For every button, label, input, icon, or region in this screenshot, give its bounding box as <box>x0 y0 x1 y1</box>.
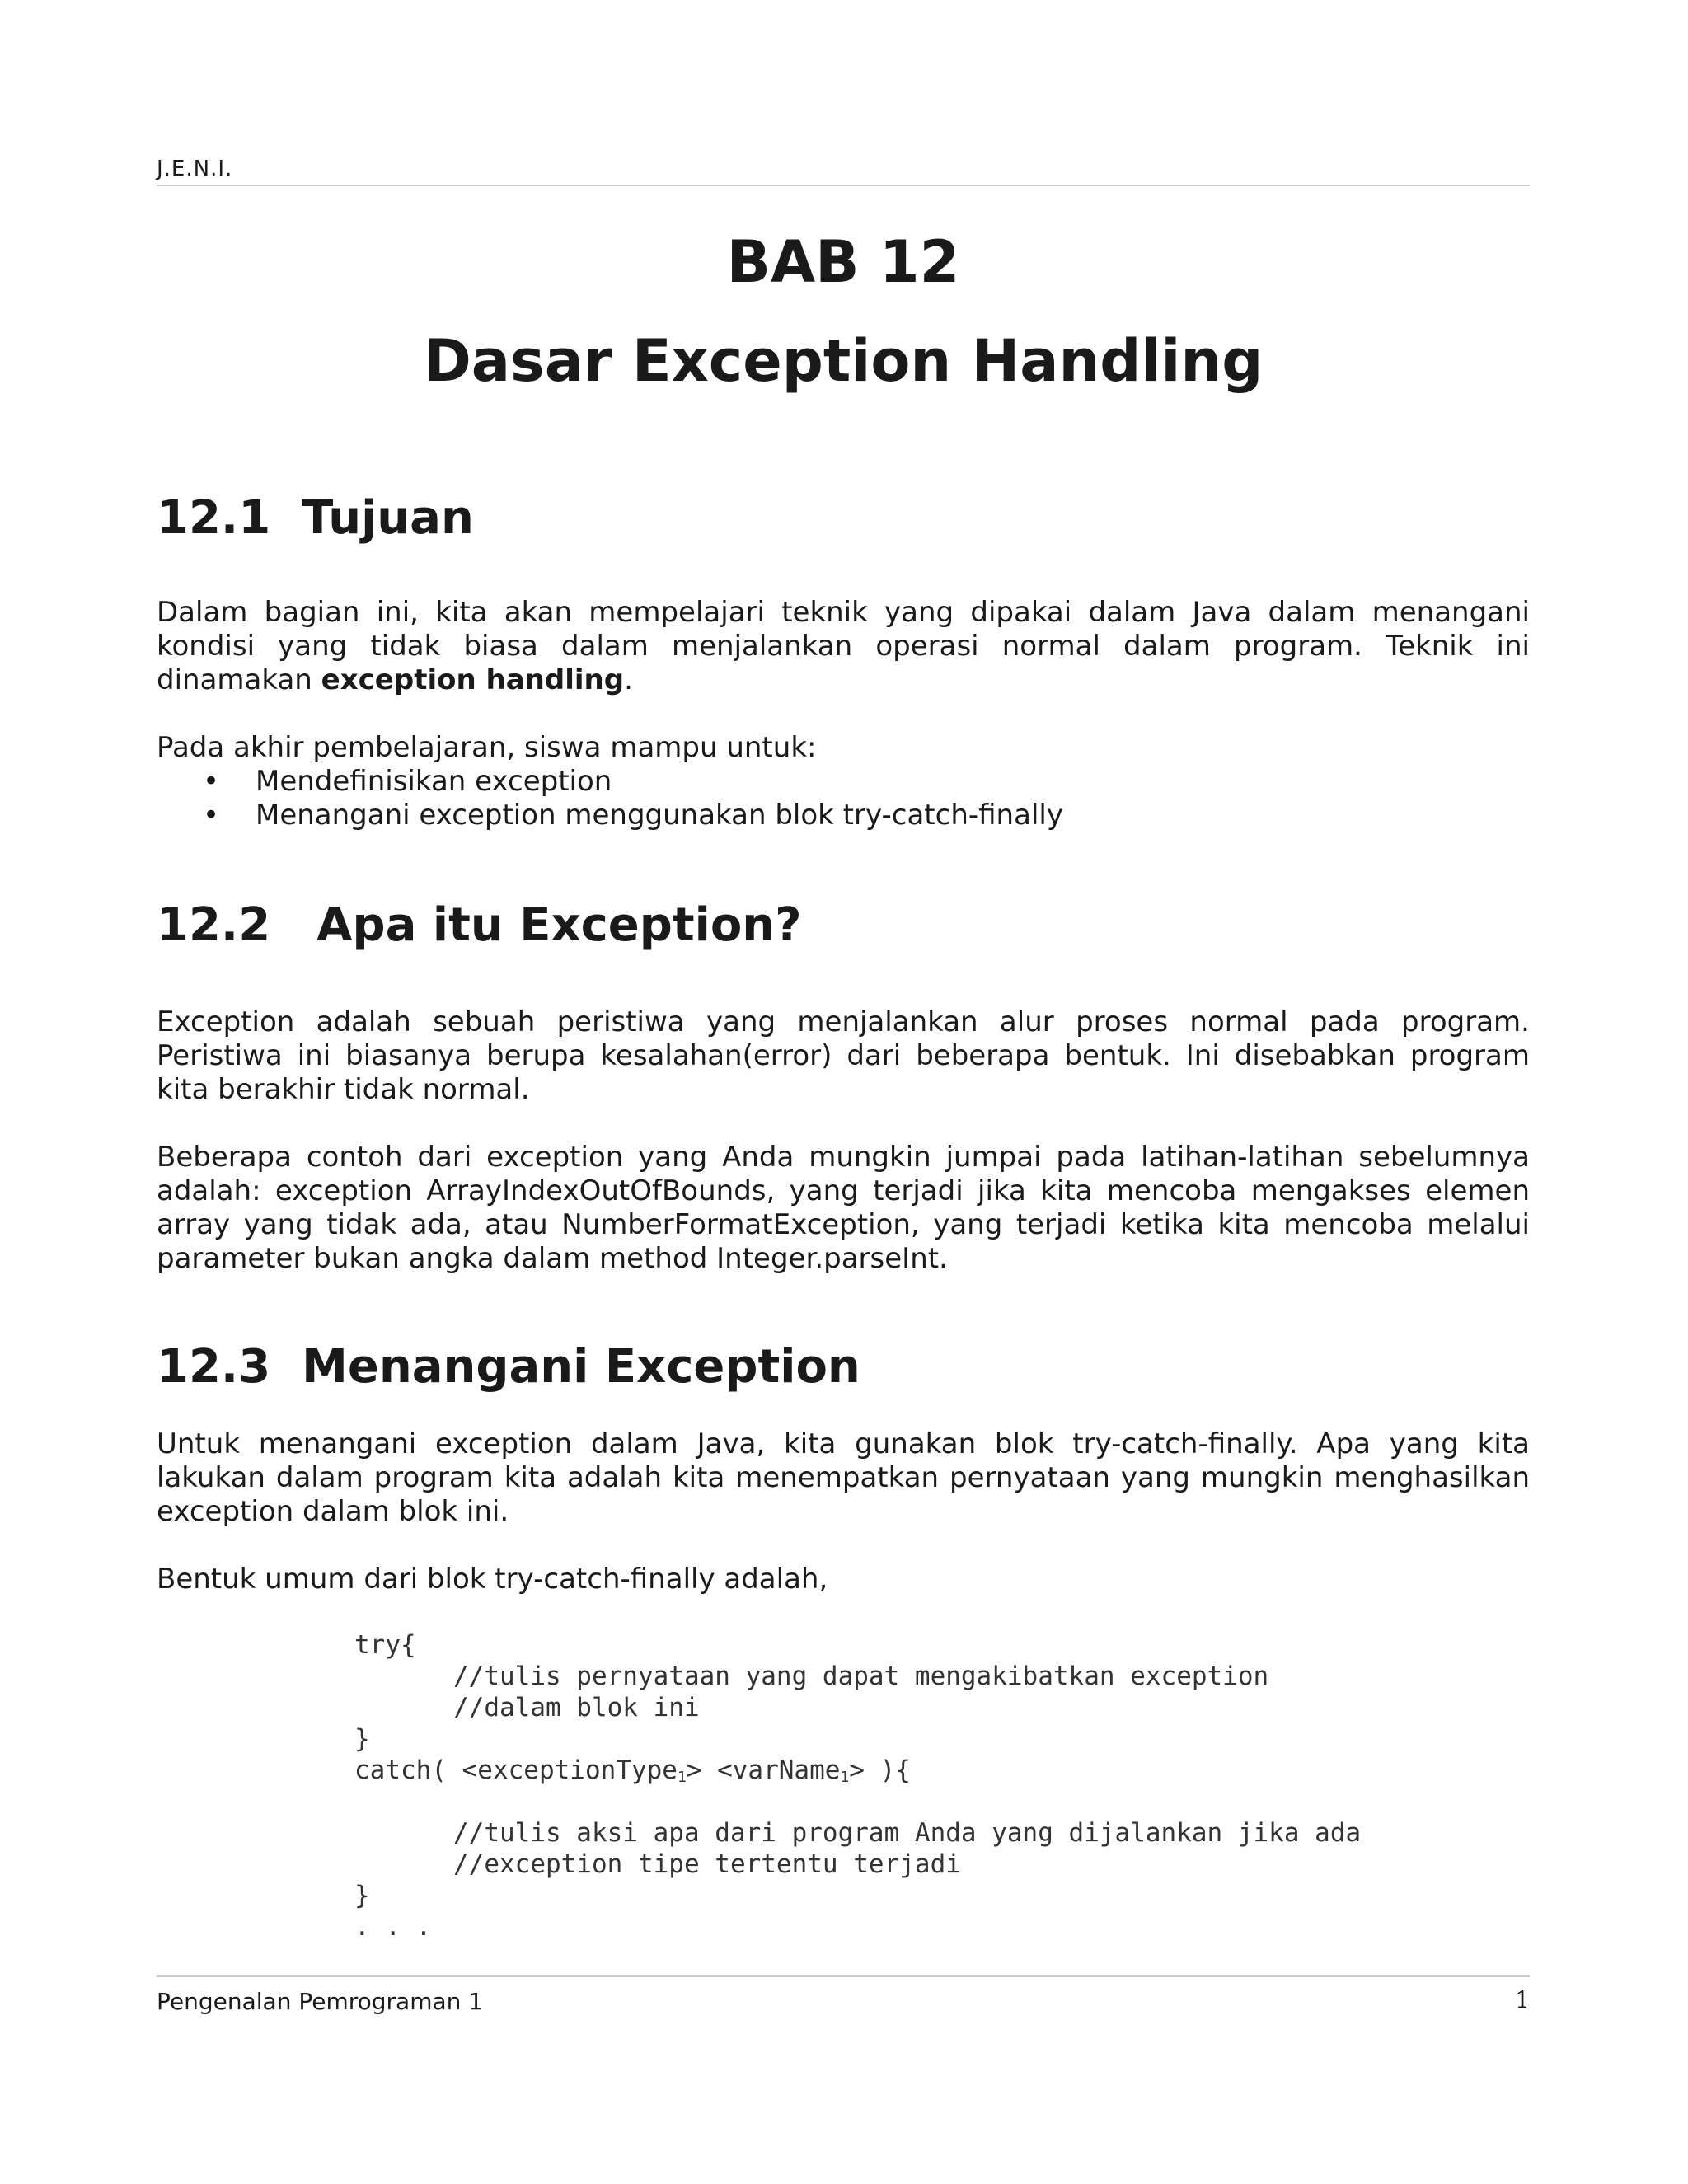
code-line: . . . <box>354 1912 432 1942</box>
code-line: try{ <box>354 1630 416 1660</box>
code-line: } <box>354 1881 370 1910</box>
code-line <box>354 1661 1361 1692</box>
code-line <box>354 1817 1361 1849</box>
section-heading-12-3 <box>157 1340 860 1394</box>
header-divider <box>157 185 1530 186</box>
code-line <box>354 1692 1361 1723</box>
bullet-icon: • <box>203 799 220 832</box>
paragraph-exception-examples: Beberapa contoh dari exception yang Anda mungkin jumpai pada latihan-latihan sebelumnya adalah: exception ArrayIndexOutOfBounds, yang terjadi jika kita mencoba mengakses elemen array yang tidak ada, atau NumberFormatException, yang terjadi ketika kita mencoba melalui parameter bukan angka dalam method Integer.parseInt. <box>157 1141 1530 1275</box>
paragraph-exception-definition: Exception adalah sebuah peristiwa yang menjalankan alur proses normal pada program. Peristiwa ini biasanya berupa kesalahan(error) dari beberapa bentuk. Ini disebabkan program kita berakhir tidak normal. <box>157 1005 1530 1106</box>
paragraph-handling-intro: Untuk menangani exception dalam Java, kita gunakan blok try-catch-finally. Apa yang kita lakukan dalam program kita adalah kita menempatkan pernyataan yang mungkin menghasilkan exception dalam blok ini. <box>157 1427 1530 1528</box>
code-comment: //tulis pernyataan yang dapat mengakibatkan exception <box>453 1661 1269 1691</box>
section-title: Menangani Exception <box>302 1340 860 1394</box>
code-comment: //tulis aksi apa dari program Anda yang dijalankan jika ada <box>453 1818 1362 1848</box>
footer-divider <box>157 1975 1530 1977</box>
code-line-blank <box>354 1786 1361 1817</box>
section-title: Apa itu Exception? <box>316 898 802 952</box>
code-comment: //exception tipe tertentu terjadi <box>453 1849 961 1879</box>
code-text: > ){ <box>849 1755 911 1785</box>
section-number: 12.1 <box>157 491 271 545</box>
objectives-list <box>157 765 1530 832</box>
section-heading-12-1 <box>157 491 474 546</box>
paragraph-tujuan-intro <box>157 596 1530 697</box>
chapter-title: Dasar Exception Handling <box>423 327 1264 395</box>
page-number: 1 <box>1515 1986 1530 2013</box>
emphasis-term: exception handling <box>321 663 625 696</box>
code-text: catch( <exceptionType <box>354 1755 678 1785</box>
list-item-text: Menangani exception menggunakan blok try-catch-finally <box>256 799 1063 832</box>
code-line: } <box>354 1724 370 1754</box>
footer-book-title: Pengenalan Pemrograman 1 <box>157 1988 484 2015</box>
paragraph-end: . <box>624 663 633 696</box>
section-heading-12-2 <box>157 898 802 953</box>
code-line <box>354 1849 1361 1880</box>
section-title: Tujuan <box>302 491 474 545</box>
section-number: 12.2 <box>157 898 271 952</box>
bullet-icon: • <box>203 765 220 798</box>
code-subscript: 1 <box>840 1769 850 1786</box>
list-item <box>157 799 1530 832</box>
paragraph-text: Dalam bagian ini, kita akan mempelajari teknik yang dipakai dalam Java dalam menangani kondisi yang tidak biasa dalam menjalankan operasi normal dalam program. Teknik ini dinamakan <box>157 596 1530 696</box>
chapter-label: BAB 12 <box>726 228 960 296</box>
code-block <box>354 1629 1361 1943</box>
document-page <box>157 0 1530 2184</box>
code-subscript: 1 <box>677 1769 687 1786</box>
code-line <box>354 1755 1361 1786</box>
list-item <box>157 765 1530 799</box>
section-number: 12.3 <box>157 1340 271 1394</box>
code-comment: //dalam blok ini <box>453 1693 700 1722</box>
running-head: J.E.N.I. <box>157 157 233 181</box>
paragraph-general-form: Bentuk umum dari blok try-catch-finally adalah, <box>157 1563 828 1596</box>
list-item-text: Mendefinisikan exception <box>256 765 612 798</box>
code-text: > <varName <box>686 1755 841 1785</box>
paragraph-objectives-lead: Pada akhir pembelajaran, siswa mampu untuk: <box>157 731 817 764</box>
